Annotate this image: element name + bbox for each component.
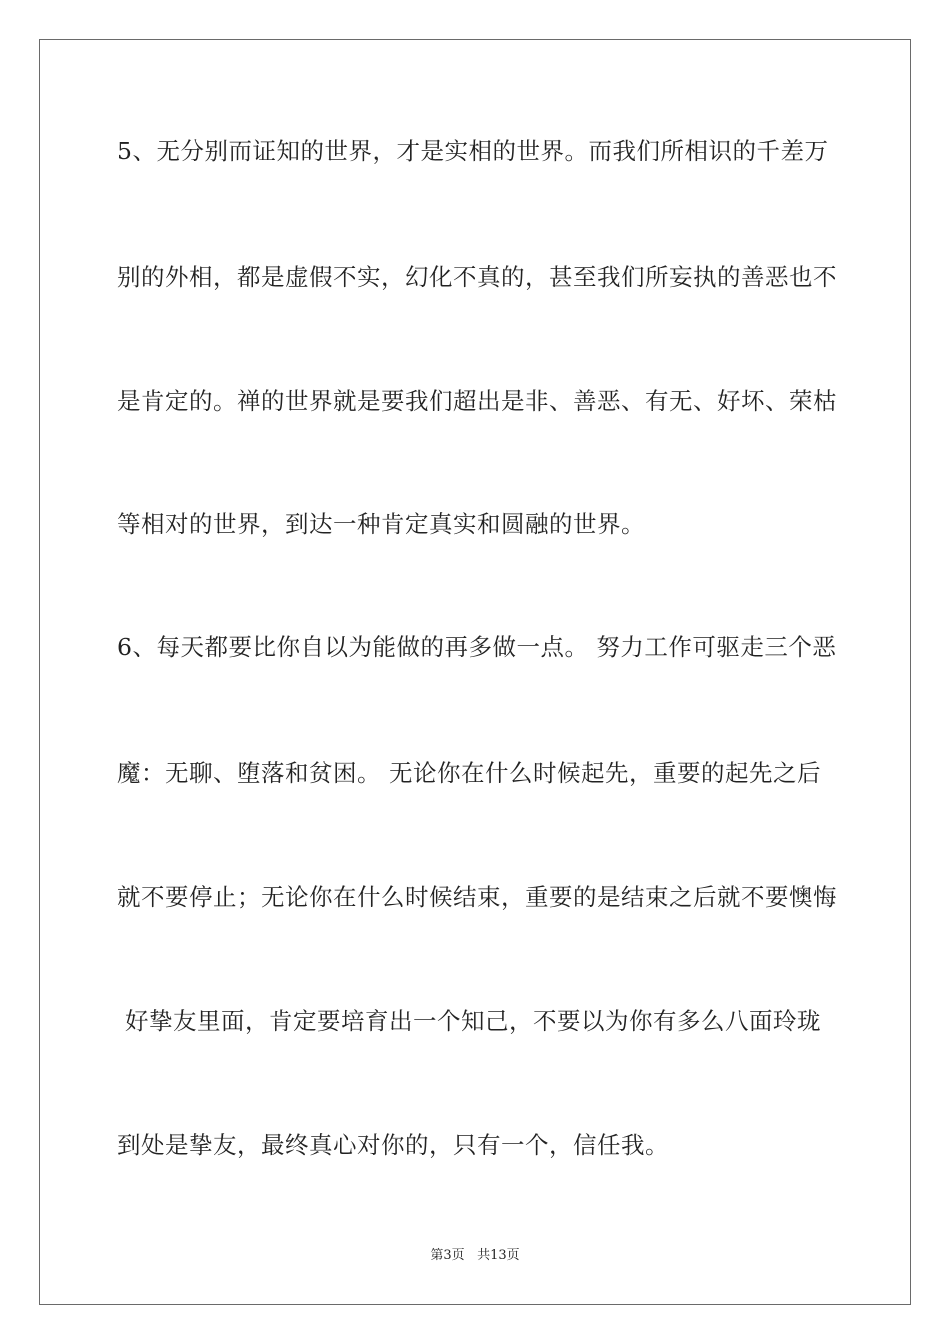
paragraph-5-line-2: 别的外相，都是虚假不实，幻化不真的，甚至我们所妄执的善恶也不 (117, 263, 837, 291)
paragraph-6-line-4: 好挚友里面，肯定要培育出一个知己，不要以为你有多么八面玲珑 (117, 1007, 821, 1035)
page-frame (39, 39, 911, 1305)
page-number: 第3页 (430, 1248, 465, 1263)
page-total: 共13页 (477, 1248, 520, 1263)
page-footer (0, 1247, 950, 1265)
paragraph-6-line-2: 魔：无聊、堕落和贫困。 无论你在什么时候起先，重要的起先之后 (117, 759, 821, 787)
paragraph-6-line-3: 就不要停止；无论你在什么时候结束，重要的是结束之后就不要懊悔 (117, 883, 837, 911)
paragraph-5-line-3: 是肯定的。禅的世界就是要我们超出是非、善恶、有无、好坏、荣枯 (117, 387, 837, 415)
paragraph-5-line-4: 等相对的世界，到达一种肯定真实和圆融的世界。 (117, 510, 645, 538)
paragraph-6-line-5: 到处是挚友，最终真心对你的，只有一个，信任我。 (117, 1131, 669, 1159)
paragraph-6-line-1: 6、每天都要比你自以为能做的再多做一点。 努力工作可驱走三个恶 (117, 633, 837, 661)
paragraph-5-line-1: 5、无分别而证知的世界，才是实相的世界。而我们所相识的千差万 (117, 137, 829, 165)
